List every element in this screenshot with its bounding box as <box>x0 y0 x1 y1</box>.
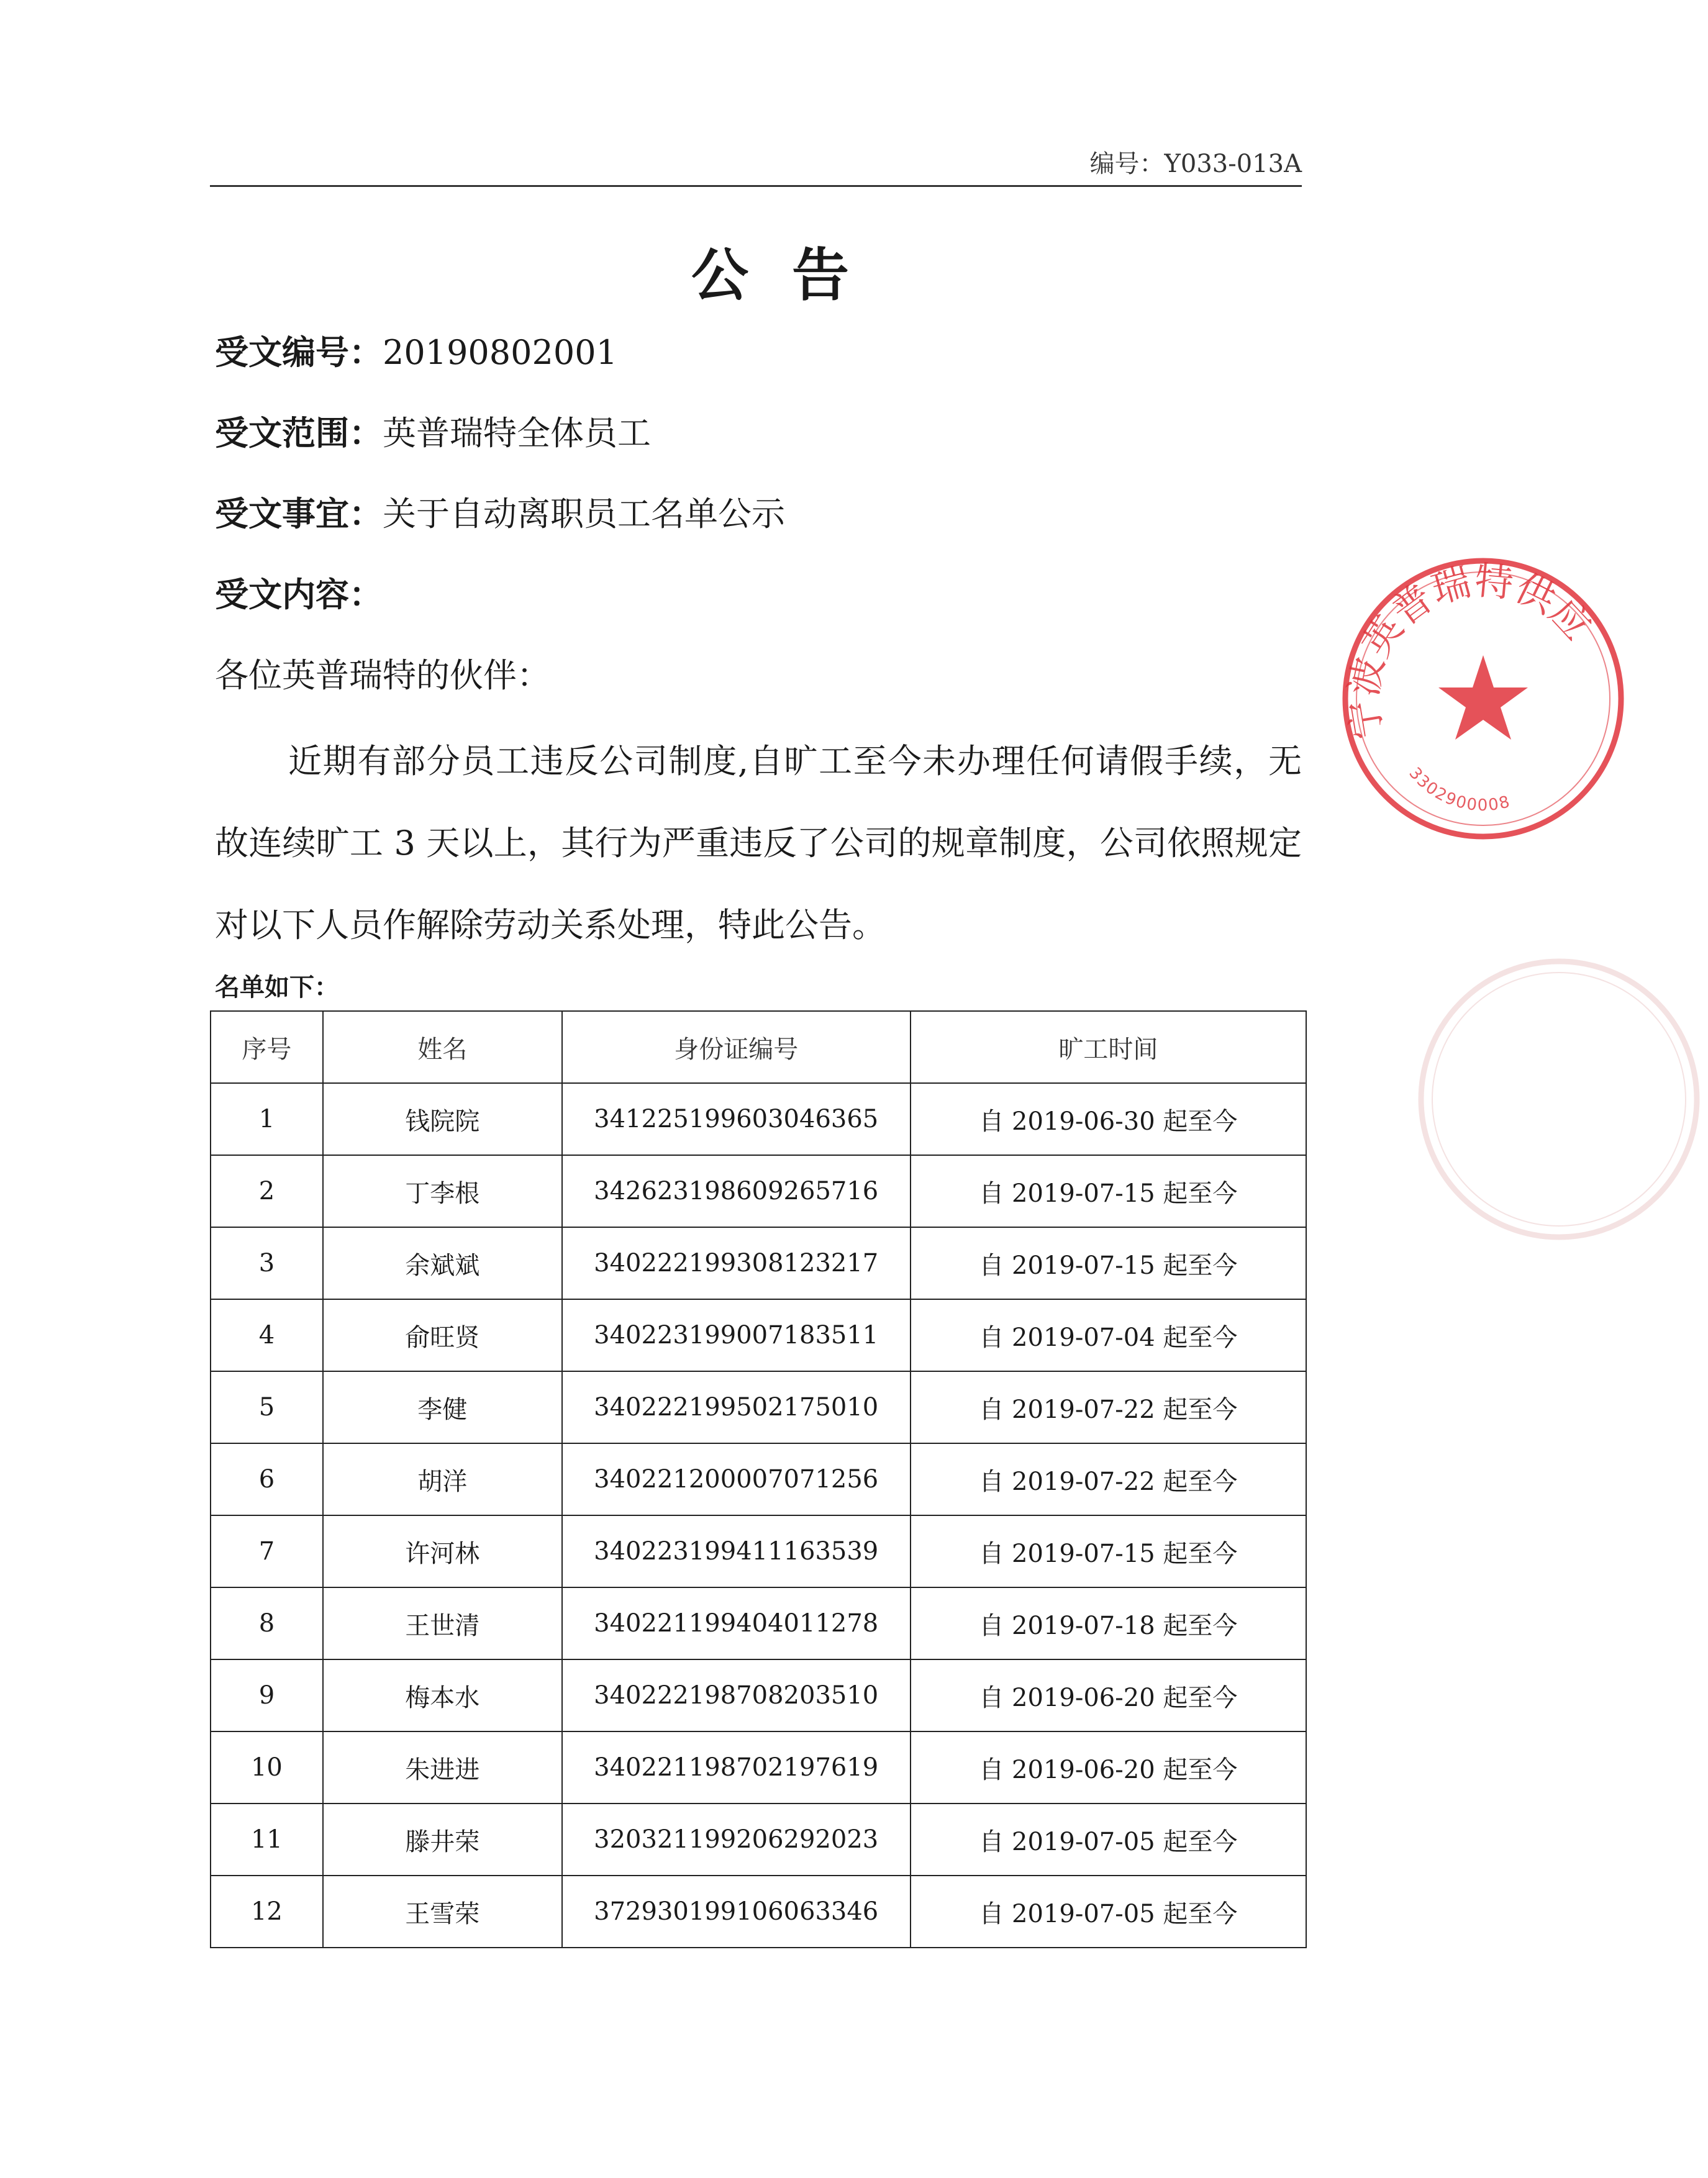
cell-no: 8 <box>211 1587 323 1659</box>
cell-no: 9 <box>211 1659 323 1731</box>
cell-no: 1 <box>211 1083 323 1155</box>
cell-id: 340222199502175010 <box>562 1371 911 1443</box>
cell-name: 俞旺贤 <box>323 1299 562 1371</box>
cell-name: 王世清 <box>323 1587 562 1659</box>
cell-id: 320321199206292023 <box>562 1804 911 1876</box>
cell-name: 朱进进 <box>323 1731 562 1804</box>
cell-time: 自 2019-06-20 起至今 <box>911 1659 1306 1731</box>
cell-time: 自 2019-07-15 起至今 <box>911 1155 1306 1227</box>
cell-no: 2 <box>211 1155 323 1227</box>
cell-time: 自 2019-07-22 起至今 <box>911 1443 1306 1515</box>
seal-code: 3302900008 <box>1405 764 1513 815</box>
table-row <box>211 1515 1306 1587</box>
employee-table <box>210 1010 1307 1948</box>
header-absence-time: 旷工时间 <box>911 1011 1306 1083</box>
cell-name: 李健 <box>323 1371 562 1443</box>
faint-seal-impression <box>1410 950 1708 1248</box>
cell-no: 4 <box>211 1299 323 1371</box>
cell-id: 340221198702197619 <box>562 1731 911 1804</box>
seal-star-icon <box>1438 655 1528 740</box>
cell-name: 许河林 <box>323 1515 562 1587</box>
cell-no: 11 <box>211 1804 323 1876</box>
cell-id: 340223199007183511 <box>562 1299 911 1371</box>
field-subject <box>215 488 785 535</box>
cell-id: 342623198609265716 <box>562 1155 911 1227</box>
field-value: 关于自动离职员工名单公示 <box>383 494 785 533</box>
table-row <box>211 1299 1306 1371</box>
table-row <box>211 1083 1306 1155</box>
table-row <box>211 1443 1306 1515</box>
field-label: 受文范围： <box>215 414 383 453</box>
cell-no: 10 <box>211 1731 323 1804</box>
body-paragraph: 近期有部分员工违反公司制度,自旷工至今未办理任何请假手续，无故连续旷工 3 天以上，其行为严重违反了公司的规章制度，公司依照规定对以下人员作解除劳动关系处理，特此公告。 <box>215 742 1302 945</box>
field-label: 受文编号： <box>215 333 383 372</box>
table-row <box>211 1659 1306 1731</box>
cell-time: 自 2019-06-20 起至今 <box>911 1731 1306 1804</box>
table-row <box>211 1804 1306 1876</box>
cell-id: 340221199404011278 <box>562 1587 911 1659</box>
document-number: 编号：Y033-013A <box>1089 150 1302 178</box>
cell-time: 自 2019-07-15 起至今 <box>911 1515 1306 1587</box>
cell-time: 自 2019-07-18 起至今 <box>911 1587 1306 1659</box>
header-name: 姓名 <box>323 1011 562 1083</box>
cell-name: 胡洋 <box>323 1443 562 1515</box>
cell-name: 王雪荣 <box>323 1876 562 1948</box>
cell-id: 340222199308123217 <box>562 1227 911 1299</box>
cell-no: 5 <box>211 1371 323 1443</box>
cell-time: 自 2019-07-05 起至今 <box>911 1804 1306 1876</box>
cell-name: 梅本水 <box>323 1659 562 1731</box>
cell-id: 340221200007071256 <box>562 1443 911 1515</box>
cell-id: 340222198708203510 <box>562 1659 911 1731</box>
cell-no: 12 <box>211 1876 323 1948</box>
greeting: 各位英普瑞特的伙伴： <box>215 656 550 695</box>
header-no: 序号 <box>211 1011 323 1083</box>
cell-no: 6 <box>211 1443 323 1515</box>
field-label: 受文内容： <box>215 575 383 614</box>
table-header-row <box>211 1011 1306 1083</box>
cell-name: 钱院院 <box>323 1083 562 1155</box>
cell-time: 自 2019-07-22 起至今 <box>911 1371 1306 1443</box>
cell-no: 3 <box>211 1227 323 1299</box>
cell-name: 丁李根 <box>323 1155 562 1227</box>
company-seal <box>1334 550 1632 848</box>
svg-text:3302900008 <box>1405 764 1512 815</box>
list-title: 名单如下： <box>215 973 339 1002</box>
field-content <box>215 568 383 616</box>
table-row <box>211 1155 1306 1227</box>
field-scope <box>215 407 651 455</box>
table-row <box>211 1587 1306 1659</box>
cell-id: 372930199106063346 <box>562 1876 911 1948</box>
cell-id: 340223199411163539 <box>562 1515 911 1587</box>
table-row <box>211 1876 1306 1948</box>
cell-id: 341225199603046365 <box>562 1083 911 1155</box>
field-document-number <box>215 326 617 374</box>
table-row <box>211 1227 1306 1299</box>
table-row <box>211 1371 1306 1443</box>
header-rule <box>210 185 1302 187</box>
cell-time: 自 2019-07-05 起至今 <box>911 1876 1306 1948</box>
field-value: 英普瑞特全体员工 <box>383 414 651 453</box>
cell-name: 余斌斌 <box>323 1227 562 1299</box>
page-title: 公告 <box>691 242 893 309</box>
field-label: 受文事宜： <box>215 494 383 533</box>
seal-text: 宁波英普瑞特供应 <box>1340 557 1601 743</box>
cell-time: 自 2019-07-15 起至今 <box>911 1227 1306 1299</box>
cell-time: 自 2019-07-04 起至今 <box>911 1299 1306 1371</box>
table-row <box>211 1731 1306 1804</box>
header-id: 身份证编号 <box>562 1011 911 1083</box>
cell-time: 自 2019-06-30 起至今 <box>911 1083 1306 1155</box>
cell-no: 7 <box>211 1515 323 1587</box>
field-value: 20190802001 <box>383 333 617 372</box>
cell-name: 滕井荣 <box>323 1804 562 1876</box>
